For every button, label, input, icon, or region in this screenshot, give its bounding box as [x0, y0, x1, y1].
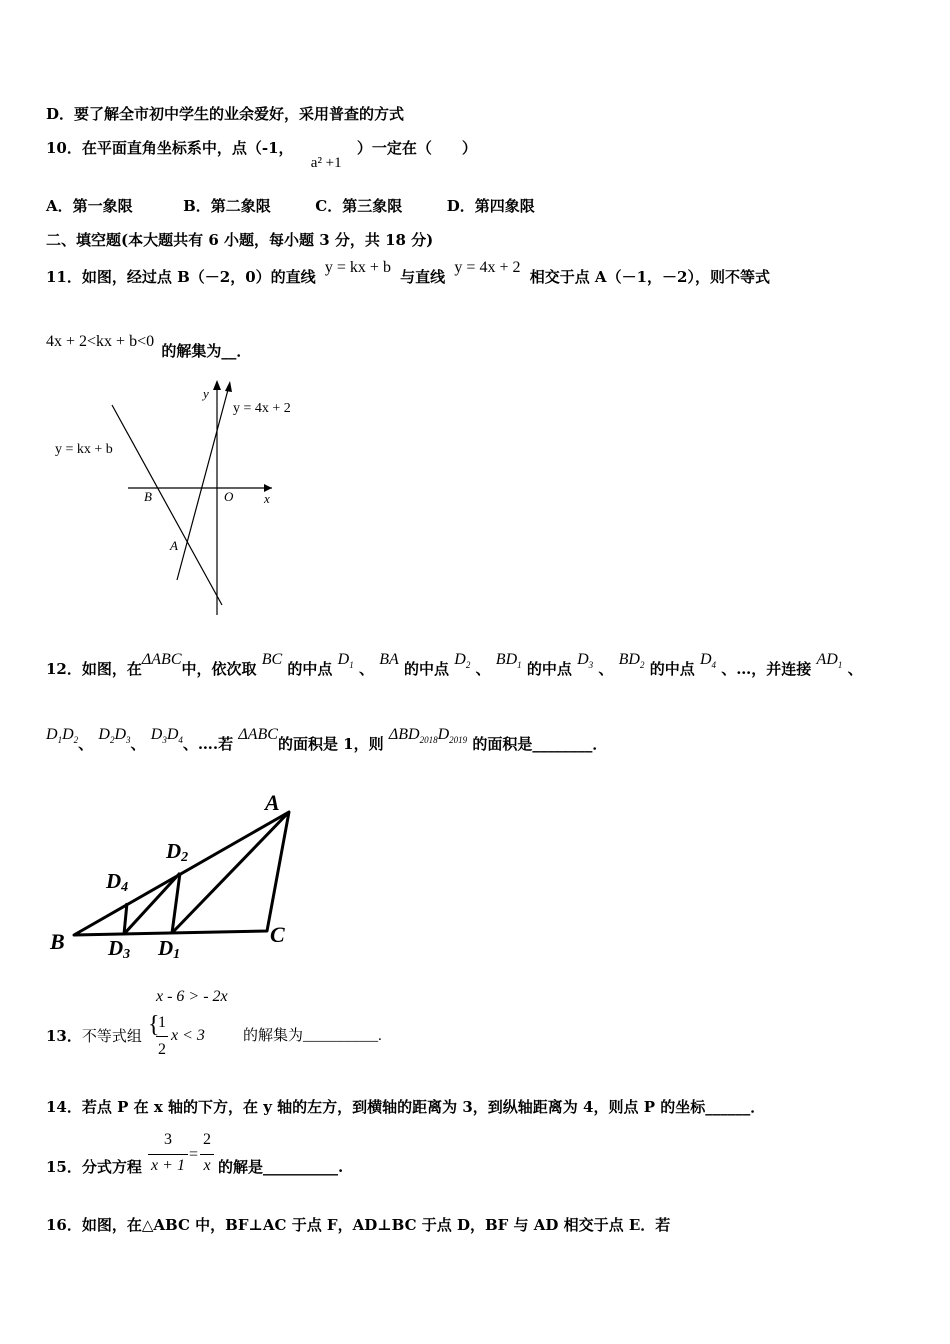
- q10-stem-before: 10．在平面直角坐标系中，点（-1，: [46, 139, 294, 157]
- q10-option-a: A．第一象限: [46, 197, 133, 215]
- label-D2: D2: [166, 839, 189, 865]
- q13-suffix: 的解集为__________.: [243, 1028, 382, 1044]
- q12-p8: 、: [598, 660, 614, 678]
- q12-p9: 的中点: [649, 660, 695, 678]
- q11-part1: 11．如图，经过点 B（－2，0）的直线: [46, 268, 316, 286]
- q12-d2: $D_2$: [454, 651, 471, 671]
- q13-ineq2: x < 3: [171, 1027, 205, 1044]
- q10-option-b: B．第二象限: [183, 197, 271, 215]
- q11-inequality: 4x + 2<kx + b<0: [46, 333, 155, 350]
- q13-stem: [46, 1025, 142, 1046]
- q12-bd1: $BD_1$: [495, 651, 522, 671]
- label-x: x: [264, 491, 270, 506]
- label-A: A: [170, 538, 178, 553]
- label-line1: y = kx + b: [55, 442, 113, 457]
- q11-part4: 的解集为__．: [161, 342, 252, 360]
- q12-sep3: 、….若: [182, 735, 234, 753]
- q15-eq: =: [189, 1146, 199, 1163]
- q12-p7: 的中点: [526, 660, 572, 678]
- q12-bc: BC: [261, 651, 283, 668]
- q12-p10: 、…，并连接: [721, 660, 812, 678]
- q13-frac-den: 2: [158, 1041, 166, 1058]
- q13-label: 不等式组: [81, 1029, 142, 1045]
- q12-d1: $D_1$: [337, 651, 354, 671]
- q15-bar1: [148, 1154, 188, 1155]
- q15-num2: 2: [203, 1131, 211, 1148]
- q15-den2: x: [203, 1157, 211, 1174]
- label-C: C: [270, 922, 285, 947]
- q12-p11: 、: [847, 660, 863, 678]
- label-A: A: [265, 790, 280, 815]
- q13-brace: {: [148, 1012, 160, 1038]
- q12-p3: 的中点: [287, 660, 333, 678]
- q11-line2: y = 4x + 2: [454, 259, 521, 276]
- q10-option-c: C．第三象限: [315, 197, 403, 215]
- q13-frac-num: 1: [158, 1014, 166, 1031]
- q12-ba: BA: [379, 651, 399, 668]
- q13-ineq1: x - 6 > - 2x: [156, 988, 228, 1005]
- q12-p2: 中，依次取: [181, 660, 257, 678]
- q12-d1d2: $D_1D_2$: [46, 726, 79, 746]
- label-D3: D3: [108, 936, 131, 962]
- q12-p5: 的中点: [404, 660, 450, 678]
- q12-l2-end: 的面积是________．: [472, 735, 608, 753]
- q11-part2: 与直线: [400, 268, 446, 286]
- section2-title: 二、填空题(本大题共有 6 小题，每小题 3 分，共 18 分): [46, 231, 434, 249]
- q12-l2-mid: 的面积是 1，则: [277, 735, 384, 753]
- q12-p6: 、: [475, 660, 491, 678]
- q11-part3: 相交于点 A（－1，－2），则不等式: [529, 268, 770, 286]
- q10-expr: a² +1: [310, 155, 342, 171]
- q12-abc: ΔABC: [141, 651, 182, 668]
- q12-l2-abc: ΔABC: [238, 726, 278, 743]
- label-B: B: [50, 929, 65, 954]
- q15-num1: 3: [164, 1131, 172, 1148]
- q16-text: 16．如图，在△ABC 中，BF⊥AC 于点 F，AD⊥BC 于点 D，BF 与 AD 相交于点 E．若: [46, 1216, 671, 1234]
- q12-d3: $D_3$: [577, 651, 594, 671]
- label-B: B: [144, 489, 152, 504]
- q12-ad1: $AD_1$: [816, 651, 843, 671]
- q12-sep1: 、: [78, 735, 94, 753]
- q14-text: 14．若点 P 在 x 轴的下方，在 y 轴的左方，到横轴的距离为 3，到纵轴距离为 4，则点 P 的坐标______．: [46, 1098, 766, 1116]
- q12-bd2: $BD_2$: [618, 651, 645, 671]
- q12-d3d4: $D_3D_4$: [150, 726, 183, 746]
- q9-option-d: D．要了解全市初中学生的业余爱好，采用普查的方式: [46, 105, 405, 123]
- q10-stem-after: ）一定在（ ）: [356, 139, 477, 157]
- label-y: y: [203, 386, 209, 401]
- label-D1: D1: [158, 936, 181, 962]
- label-O: O: [224, 489, 234, 504]
- q12-p1: 12．如图，在: [46, 660, 142, 678]
- q12-d2d3: $D_2D_3$: [98, 726, 131, 746]
- q10-option-d: D．第四象限: [446, 197, 535, 215]
- q15-suffix: 的解是__________.: [218, 1158, 344, 1176]
- q11-line1: y = kx + b: [324, 259, 391, 276]
- q12-bd2018d2019: $\Delta BD_{2018}D_{2019}$: [388, 726, 468, 746]
- q12-sep2: 、: [130, 735, 146, 753]
- label-line2: y = 4x + 2: [233, 401, 291, 416]
- q13-prefix: 13．: [46, 1027, 82, 1045]
- q15-prefix: 15．分式方程: [46, 1158, 142, 1176]
- q12-d4: $D_4$: [699, 651, 717, 671]
- q15-den1: x + 1: [151, 1157, 185, 1174]
- q13-frac-bar: [156, 1036, 168, 1037]
- q12-p4: 、: [358, 660, 374, 678]
- label-D4: D4: [106, 869, 129, 895]
- q15-bar2: [200, 1154, 214, 1155]
